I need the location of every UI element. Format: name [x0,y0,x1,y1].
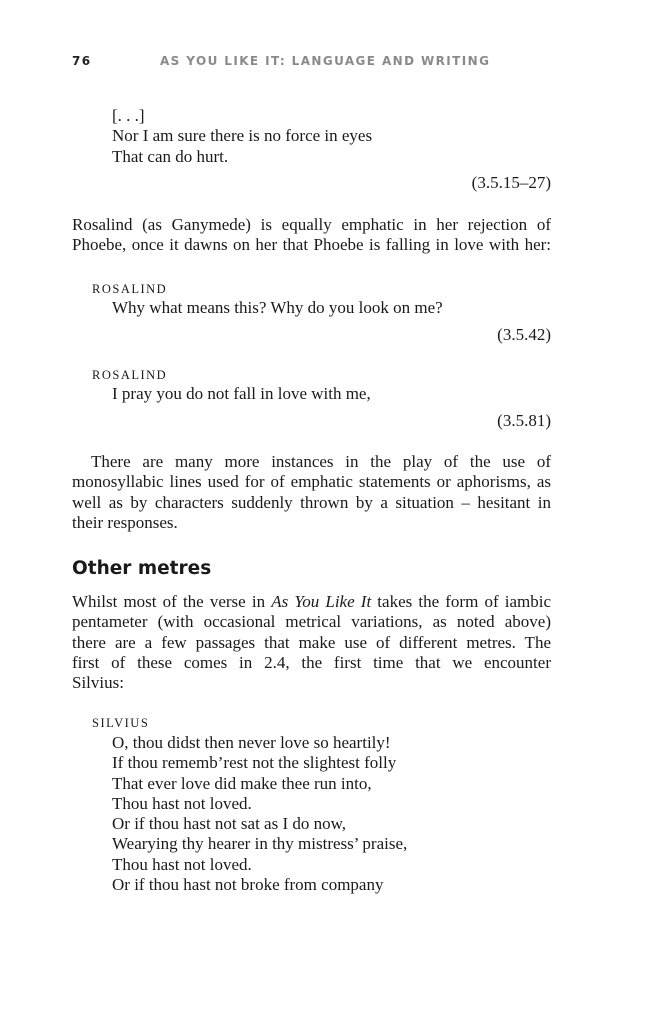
section-heading: Other metres [72,558,212,579]
paragraph-line: first of these comes in 2.4, the first time that we encounter [72,652,551,672]
citation: (3.5.42) [497,325,551,344]
speaker-name: ROSALIND [92,282,168,296]
verse-line: If thou rememb’rest not the slightest folly [112,753,397,773]
paragraph-3 [72,592,551,693]
verse-quote-2 [72,298,591,318]
running-title: AS YOU LIKE IT: LANGUAGE AND WRITING [160,54,491,68]
verse-line: That ever love did make thee run into, [112,773,372,793]
paragraph-line: well as by characters suddenly thrown by a situation – hesitant in [72,492,551,512]
line-text: Whilst most of the verse in [72,592,272,611]
paragraph-line: their responses. [72,512,178,532]
paragraph-line: pentameter (with occasional metrical variations, as noted above) [72,612,551,632]
verse-line: I pray you do not fall in love with me, [112,384,371,403]
verse-line: Thou hast not loved. [112,793,252,813]
line-text: takes the form of iambic [371,592,552,611]
verse-line: That can do hurt. [112,146,229,166]
verse-line: Wearying thy hearer in thy mistress’ praise, [112,834,408,854]
verse-quote-4 [72,733,591,895]
verse-quote-1 [72,106,591,167]
paragraph-line: There are many more instances in the play of the use of [91,452,551,471]
verse-quote-3 [72,384,591,404]
page-number: 76 [72,54,92,68]
play-title: As You Like It [271,592,372,611]
paragraph-line: Rosalind (as Ganymede) is equally emphatic in her rejection of [72,215,551,234]
paragraph-line [72,592,551,612]
speaker-name: ROSALIND [92,368,168,382]
citation: (3.5.81) [497,411,551,430]
paragraph-line: Phoebe, once it dawns on her that Phoebe is falling in love with her: [72,235,551,255]
verse-line: O, thou didst then never love so heartily! [112,733,391,752]
paragraph-2 [72,452,551,533]
verse-line: Or if thou hast not broke from company [112,875,384,895]
running-head [72,54,551,68]
paragraph-1 [72,215,551,256]
paragraph-line: monosyllabic lines used for of emphatic statements or aphorisms, as [72,472,551,492]
paragraph-line: there are a few passages that make use of different metres. The [72,632,551,652]
verse-line: Nor I am sure there is no force in eyes [112,126,373,146]
paragraph-line: Silvius: [72,673,124,693]
speaker-name: SILVIUS [92,716,150,730]
verse-line: Thou hast not loved. [112,854,252,874]
verse-line: [. . .] [112,106,145,125]
verse-line: Or if thou hast not sat as I do now, [112,814,347,834]
verse-line: Why what means this? Why do you look on me? [112,298,443,317]
citation: (3.5.15–27) [471,173,551,192]
